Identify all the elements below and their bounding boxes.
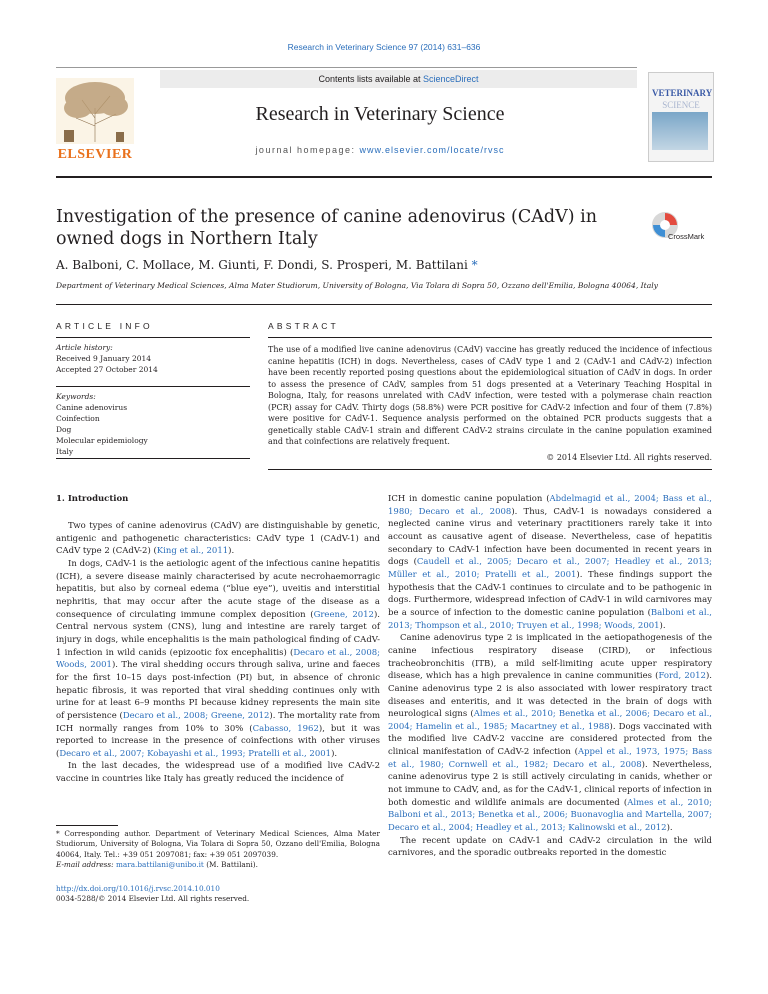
body-text: ). Canine adenovirus type 2 is also associated with lower respiratory tract diseases and enteritis, and it was detected in the brain of dogs with neurological signs ( xyxy=(388,671,712,720)
doi-block xyxy=(56,884,380,905)
citation-link[interactable]: Decaro et al., 2008; Greene, 2012 xyxy=(122,710,270,721)
body-right-column xyxy=(388,493,712,860)
body-paragraph xyxy=(388,632,712,835)
contents-bar xyxy=(160,70,637,88)
body-paragraph xyxy=(388,493,712,632)
journal-reference[interactable]: Research in Veterinary Science 97 (2014) 631–636 xyxy=(287,42,481,52)
doi-link[interactable]: http://dx.doi.org/10.1016/j.rvsc.2014.10.010 xyxy=(56,884,220,893)
keywords-label: Keywords: xyxy=(56,392,96,401)
body-paragraph xyxy=(56,558,380,761)
keyword: Dog xyxy=(56,425,72,434)
citation-link[interactable]: Greene, 2012 xyxy=(313,609,374,620)
body-left-column xyxy=(56,520,380,786)
crossmark-label: CrossMark xyxy=(668,232,705,241)
email-link[interactable]: mara.battilani@unibo.it xyxy=(115,860,204,870)
history-label: Article history: xyxy=(56,343,113,352)
issn-copyright: 0034-5288/© 2014 Elsevier Ltd. All rights reserved. xyxy=(56,894,250,904)
title-block-rule xyxy=(56,304,712,305)
body-text: ). These findings support the hypothesis that the CAdV-1 continues to circulate and to be pathogenic in dogs. Furthermore, widespread infection of CAdV-1 in wild carnivores may be a source of infection to the domestic canine population ( xyxy=(388,569,712,618)
body-text: In dogs, CAdV-1 is the aetiologic agent of the infectious canine hepatitis (ICH), a severe disease mainly characterised by acute necrohaemorragic hepatitis, but also by corneal edema (“blue eye”), uveitis and interstitial nephritis, that may occur after the acute stage of the disease as a consequence of circulating immune complex deposition ( xyxy=(56,558,380,620)
body-text: ). Thus, CAdV-1 is nowadays considered a neglected canine virus and veterinary practitioners rarely take it into account as causative agent of disease. Nevertheless, case of hepatitis secondary to CAdV-1 infection have been documented in recent years in dogs ( xyxy=(388,506,712,568)
body-text: ). Central nervous system (CNS), lung and intestine are rarely target of injury in dogs, while encephalitis is the main pathological finding of CAdV-1 infection in wild canids (epizootic fox encephalitis) ( xyxy=(56,609,380,658)
journal-title: Research in Veterinary Science xyxy=(255,103,505,125)
header-bottom-rule xyxy=(56,176,712,178)
footnote-rule xyxy=(56,825,118,826)
body-paragraph xyxy=(56,520,380,558)
citation-link[interactable]: Decaro et al., 2007; Kobayashi et al., 1993; Pratelli et al., 2001 xyxy=(59,748,332,759)
citation-link[interactable]: Almes et al., 2010; Benetka et al., 2006; Decaro et al., 2004; Hamelin et al., 1985; Macartney et al., 1988 xyxy=(388,709,712,732)
sciencedirect-link[interactable]: ScienceDirect xyxy=(423,74,479,84)
body-paragraph xyxy=(56,760,380,785)
homepage-link[interactable]: www.elsevier.com/locate/rvsc xyxy=(359,145,505,155)
abstract-bottom-rule xyxy=(268,469,712,470)
body-text: ). Nevertheless, canine adenovirus type 2 is still actively circulating in canids, whether or not immune to CAdV, and, as for the CAdV-1, clinical reports of infection in both domestic and wildlife animals are documented ( xyxy=(388,759,712,808)
crossmark-badge[interactable] xyxy=(650,210,714,250)
article-title: Investigation of the presence of canine adenovirus (CAdV) in owned dogs in Northern Italy xyxy=(56,207,598,249)
citation-link[interactable]: Abdelmagid et al., 2004; Bass et al., 1980; Decaro et al., 2008 xyxy=(388,494,712,517)
body-text: In the last decades, the widespread use of a modified live CAdV-2 vaccine in countries like Italy has greatly reduced the incidence of xyxy=(56,761,380,785)
keyword: Italy xyxy=(56,447,74,456)
cover-title-veterinary: VETERINARY xyxy=(652,88,713,98)
citation-link[interactable]: King et al., 2011 xyxy=(156,546,229,557)
abstract-copyright: © 2014 Elsevier Ltd. All rights reserved. xyxy=(546,453,712,462)
abstract-rule xyxy=(268,337,712,338)
body-text: ). xyxy=(331,748,338,759)
elsevier-wordmark: ELSEVIER xyxy=(57,147,133,162)
cover-image xyxy=(652,112,708,150)
affiliation: Department of Veterinary Medical Sciences, Alma Mater Studiorum, University of Bologna, Via Tolara di Sopra 50, Ozzano dell'Emilia, Bologna 40064, Italy xyxy=(56,281,658,290)
author-list xyxy=(56,258,696,272)
body-text: ). Dogs vaccinated with the modified live CAdV-2 vaccine are considered protected from the clinical manifestation of CAdV-2 infection ( xyxy=(388,721,712,758)
citation-link[interactable]: Balboni et al., 2013; Thompson et al., 2010; Truyen et al., 1998; Woods, 2001 xyxy=(388,607,712,631)
contents-prefix: Contents lists available at xyxy=(318,74,424,84)
body-text: ). The mortality rate from ICH normally ranges from 10% to 30% ( xyxy=(56,710,381,734)
email-suffix: (M. Battilani). xyxy=(203,860,258,870)
cover-title-science: SCIENCE xyxy=(662,100,700,110)
citation-link[interactable]: Almes et al., 2010; Balboni et al., 2013; Benetka et al., 2006; Buonavoglia and Martella, 2007; Decaro et al., 2004; Headley et al., 2013; Kalinowski et al., 2012 xyxy=(388,797,713,834)
corresponding-author-mark[interactable]: * xyxy=(471,258,478,272)
elsevier-tree-logo xyxy=(56,78,134,144)
journal-homepage xyxy=(160,145,600,155)
email-label: E-mail address: xyxy=(56,860,116,870)
corresponding-author-footnote xyxy=(56,829,380,871)
body-text: Canine adenovirus type 2 is implicated in the aetiopathogenesis of the canine infectious respiratory disease (CIRD), or infectious tracheobronchitis (ITB), a mild self-limiting acute upper respiratory disease, which has a high prevalence in canine communities ( xyxy=(388,633,712,682)
citation-link[interactable]: Caudell et al., 2005; Decaro et al., 2007; Headley et al., 2013; Müller et al., 2010; Pratelli et al., 2001 xyxy=(388,557,712,580)
body-text: ICH in domestic canine population ( xyxy=(388,494,550,504)
body-text: Two types of canine adenovirus (CAdV) are distinguishable by genetic, antigenic and pathogenetic characteristics: CAdV type 1 (CAdV-1) and CAdV type 2 (CAdV-2) ( xyxy=(56,521,380,557)
body-text: ). xyxy=(666,823,673,834)
body-paragraph xyxy=(388,835,712,860)
body-text: The recent update on CAdV-1 and CAdV-2 circulation in the wild carnivores, and the sporadic outbreaks reported in the domestic xyxy=(388,835,712,859)
footnote-mark: * xyxy=(56,829,60,838)
body-text: ), but it was reported to increase in the presence of coinfections with other viruses ( xyxy=(56,723,381,759)
header-top-rule xyxy=(56,67,637,68)
keywords xyxy=(56,391,250,457)
article-history xyxy=(56,342,250,375)
accepted-date: Accepted 27 October 2014 xyxy=(56,365,158,374)
body-text: ). xyxy=(659,620,666,631)
article-info-heading: ARTICLE INFO xyxy=(56,321,153,331)
article-info-rule-3 xyxy=(56,458,250,459)
body-text: ). xyxy=(228,546,235,557)
received-date: Received 9 January 2014 xyxy=(56,354,152,363)
citation-link[interactable]: Cabasso, 1962 xyxy=(252,723,319,734)
citation-link[interactable]: Decaro et al., 2008; Woods, 2001 xyxy=(56,647,380,671)
keyword: Molecular epidemiology xyxy=(56,436,148,445)
citation-link[interactable]: Ford, 2012 xyxy=(658,671,706,682)
article-info-rule-2 xyxy=(56,386,250,387)
body-text: ). The viral shedding occurs through saliva, urine and faeces for the first 10–15 days post-infection (PI) but, in absence of chronic hepatic fibrosis, it was reported that viral shedding continues only with urine for at least 6–9 months PI because kidney represents the main site of persistence ( xyxy=(56,660,381,721)
keyword: Coinfection xyxy=(56,414,100,423)
section-heading-introduction: 1. Introduction xyxy=(56,494,129,504)
abstract-heading: ABSTRACT xyxy=(268,321,339,331)
abstract-text: The use of a modified live canine adenovirus (CAdV) vaccine has greatly reduced the incidence of infectious canine hepatitis (ICH) in dogs. Nevertheless, cases of CAdV type 1 and 2 (CAdV-1 and CAdV-2) infection have been recently reported posing questions about the epidemiological situation of CAdV in dogs. In order to assess the presence of CAdV, samples from 51 dogs presented at a Veterinary Teaching Hospital in Bologna, Italy, for reasons unrelated with CAdV infection, were tested with a polymerase chain reaction (PCR) assay for CAdV. Thirty dogs (58.8%) were PCR positive for CAdV-2 infection and four of them (7.8%) were positive for CAdV-1. Sequence analysis performed on the obtained PCR products suggests that a genetically stable CAdV-1 strain and different CAdV-2 strains circulate in the canine population examined and that coinfections are relatively frequent. xyxy=(268,345,712,446)
keyword: Canine adenovirus xyxy=(56,403,128,412)
homepage-prefix: journal homepage: xyxy=(255,145,360,155)
authors-text: A. Balboni, C. Mollace, M. Giunti, F. Dondi, S. Prosperi, M. Battilani xyxy=(56,258,472,272)
citation-link[interactable]: Appel et al., 1973, 1975; Bass et al., 1980; Cornwell et al., 1982; Decaro et al., 2008 xyxy=(388,747,712,770)
footnote-text: Corresponding author. Department of Veterinary Medical Sciences, Alma Mater Studiorum, University of Bologna, Via Tolara di Sopra 50, Ozzano dell'Emilia, Bologna 40064, Italy. Tel.: +39 051 2097081; fax: +39 051 2097039. xyxy=(56,829,380,859)
article-info-rule xyxy=(56,337,250,338)
